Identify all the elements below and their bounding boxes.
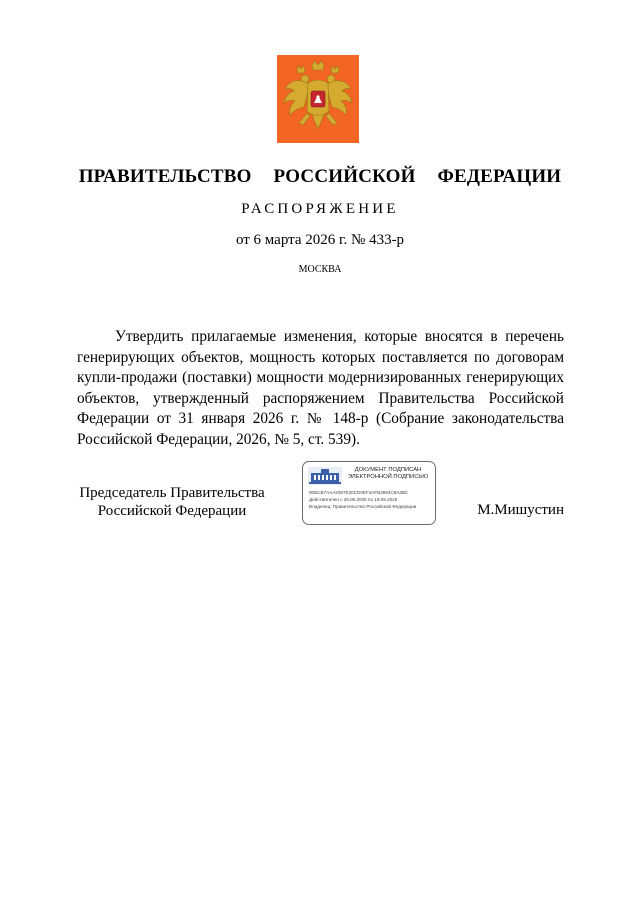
russian-coat-of-arms-icon bbox=[277, 55, 359, 143]
stamp-serial: 00BCB7AAA2097E20CD0EF4AFB4984C8A3BC bbox=[309, 490, 409, 495]
electronic-signature-stamp bbox=[302, 461, 436, 525]
document-date-number: от 6 марта 2026 г. № 433-р bbox=[235, 232, 405, 248]
stamp-heading bbox=[343, 467, 433, 481]
government-title: ПРАВИТЕЛЬСТВО РОССИЙСКОЙ ФЕДЕРАЦИИ bbox=[78, 166, 562, 187]
coat-of-arms-emblem bbox=[277, 55, 359, 143]
signer-position-line2: Российской Федерации bbox=[97, 503, 247, 519]
stamp-owner: Владелец: Правительство Российской Федерации bbox=[309, 504, 417, 509]
document-type: РАСПОРЯЖЕНИЕ bbox=[241, 201, 399, 217]
stamp-title-line2: ЭЛЕКТРОННОЙ ПОДПИСЬЮ bbox=[347, 474, 429, 480]
signer-name: М.Мишустин bbox=[477, 502, 564, 518]
order-paragraph: Утвердить прилагаемые изменения, которые вносятся в перечень генерирующих объектов, мощность которых поставляется по договорам купли-продажи (поставки) мощности модернизированных генерирующих объектов, утвержденный распоряжением Правительства Российской Федерации от 31 января 2026 г. № 148-р (Собрание законодательства Российской Федерации, 2026, № 5, ст. 539). bbox=[77, 328, 564, 448]
signer-position-line1: Председатель Правительства bbox=[79, 485, 265, 501]
stamp-logo bbox=[308, 467, 342, 485]
government-building-icon bbox=[308, 467, 342, 485]
signer-position bbox=[72, 484, 272, 520]
stamp-title-line1: ДОКУМЕНТ ПОДПИСАН bbox=[354, 467, 422, 473]
stamp-validity: Действителен с 26.06.2025 по 19.09.2026 bbox=[309, 497, 398, 502]
document-city: МОСКВА bbox=[298, 264, 342, 275]
